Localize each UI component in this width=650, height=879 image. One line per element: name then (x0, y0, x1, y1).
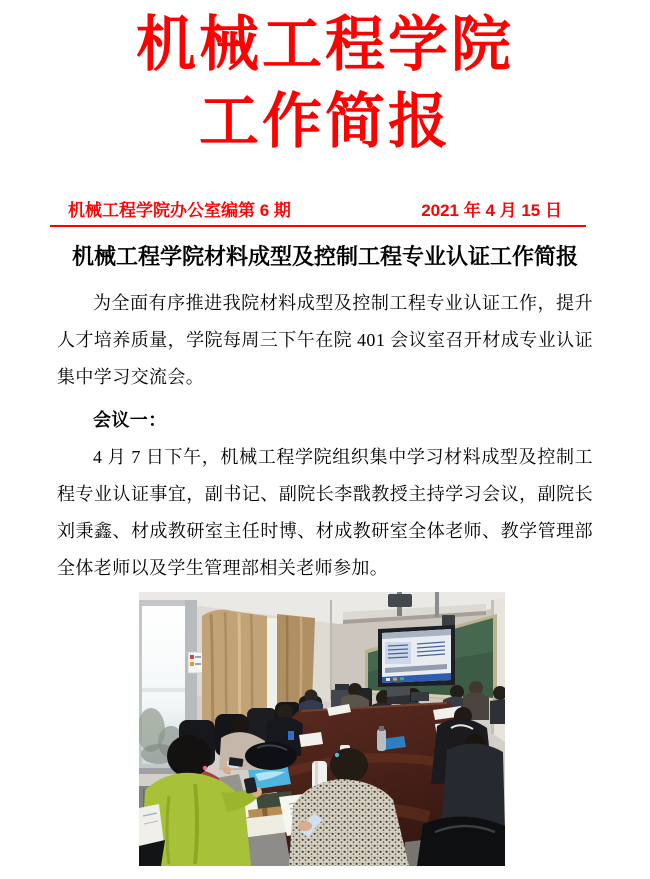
issue-info: 机械工程学院办公室编第 6 期 (68, 201, 291, 220)
meeting-photo (139, 592, 505, 866)
document-title (0, 0, 650, 160)
paragraph-intro: 为全面有序推进我院材料成型及控制工程专业认证工作，提升人才培养质量，学院每周三下午在院 401 会议室召开材成专业认证集中学习交流会。 (57, 293, 593, 387)
masthead-row (50, 200, 586, 227)
paragraph-meeting-1: 4 月 7 日下午，机械工程学院组织集中学习材料成型及控制工程专业认证事宜，副书记、副院长李戬教授主持学习会议，副院长刘秉鑫、材成教研室主任时博、材成教研室全体老师、教学管理部全体老师以及学生管理部相关老师参加。 (57, 447, 593, 578)
title-line-2: 工作简报 (199, 88, 451, 155)
photo-wall-sign (188, 652, 203, 673)
meeting-photo-illustration (139, 592, 505, 866)
section-label-meeting-1: 会议一： (93, 410, 167, 430)
publish-date: 2021 年 4 月 15 日 (421, 201, 562, 220)
title-line-1: 机械工程学院 (136, 11, 514, 78)
photo-tv-screen (378, 625, 455, 687)
article-heading: 机械工程学院材料成型及控制工程专业认证工作简报 (71, 244, 578, 269)
article-body (57, 243, 593, 587)
